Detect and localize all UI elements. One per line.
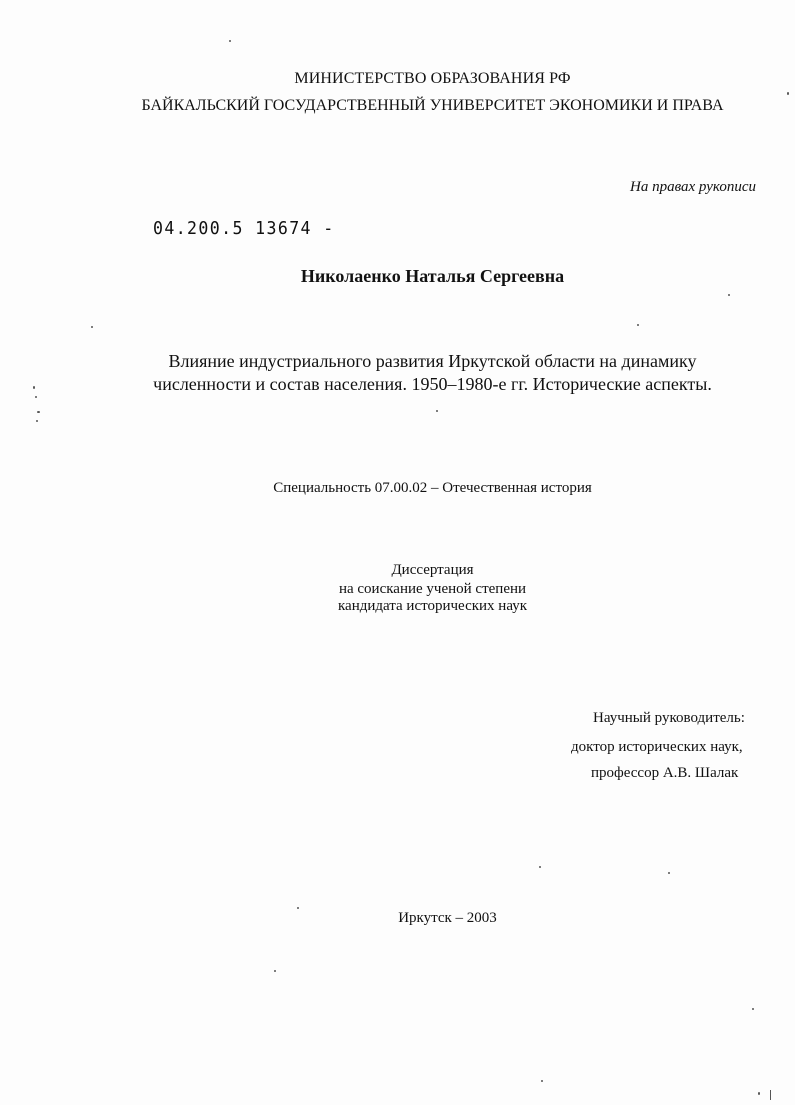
scan-speck (36, 420, 38, 422)
dissertation-title-line-1: Влияние индустриального развития Иркутской области на динамику (168, 351, 697, 371)
scan-speck (758, 1092, 760, 1095)
manuscript-note: На правах рукописи (630, 179, 756, 195)
dissertation-label: Диссертация (391, 562, 474, 578)
specialty: Специальность 07.00.02 – Отечественная история (273, 480, 592, 496)
registration-stamp: 04.200.5 13674 - (153, 218, 335, 239)
scan-speck (787, 92, 789, 95)
advisor-degree: доктор исторических наук, (571, 739, 743, 755)
degree-line-2: кандидата исторических наук (337, 598, 528, 614)
scan-speck (728, 294, 730, 296)
scan-speck (297, 907, 299, 909)
scan-speck (752, 1008, 754, 1010)
scan-speck (37, 411, 40, 413)
scan-speck (637, 324, 639, 326)
university-heading: БАЙКАЛЬСКИЙ ГОСУДАРСТВЕННЫЙ УНИВЕРСИТЕТ ЭКОНОМИКИ И ПРАВА (141, 97, 724, 114)
scan-speck (541, 1080, 543, 1082)
scan-speck (539, 866, 541, 868)
scan-speck (91, 326, 93, 328)
scan-speck (274, 970, 276, 972)
scan-speck (436, 410, 438, 412)
advisor-label: Научный руководитель: (593, 710, 745, 726)
advisor-name: профессор А.В. Шалак (591, 765, 739, 781)
ministry-heading: МИНИСТЕРСТВО ОБРАЗОВАНИЯ РФ (294, 70, 571, 87)
scan-speck (33, 386, 35, 389)
scan-speck (770, 1090, 771, 1100)
scan-speck (229, 40, 231, 42)
place-and-year: Иркутск – 2003 (398, 910, 497, 926)
scan-speck (668, 872, 670, 874)
author-name: Николаенко Наталья Сергеевна (300, 266, 565, 286)
scan-speck (35, 396, 37, 398)
degree-line-1: на соискание ученой степени (338, 581, 527, 597)
dissertation-title-line-2: численности и состав населения. 1950–1980-е гг. Исторические аспекты. (153, 374, 712, 394)
